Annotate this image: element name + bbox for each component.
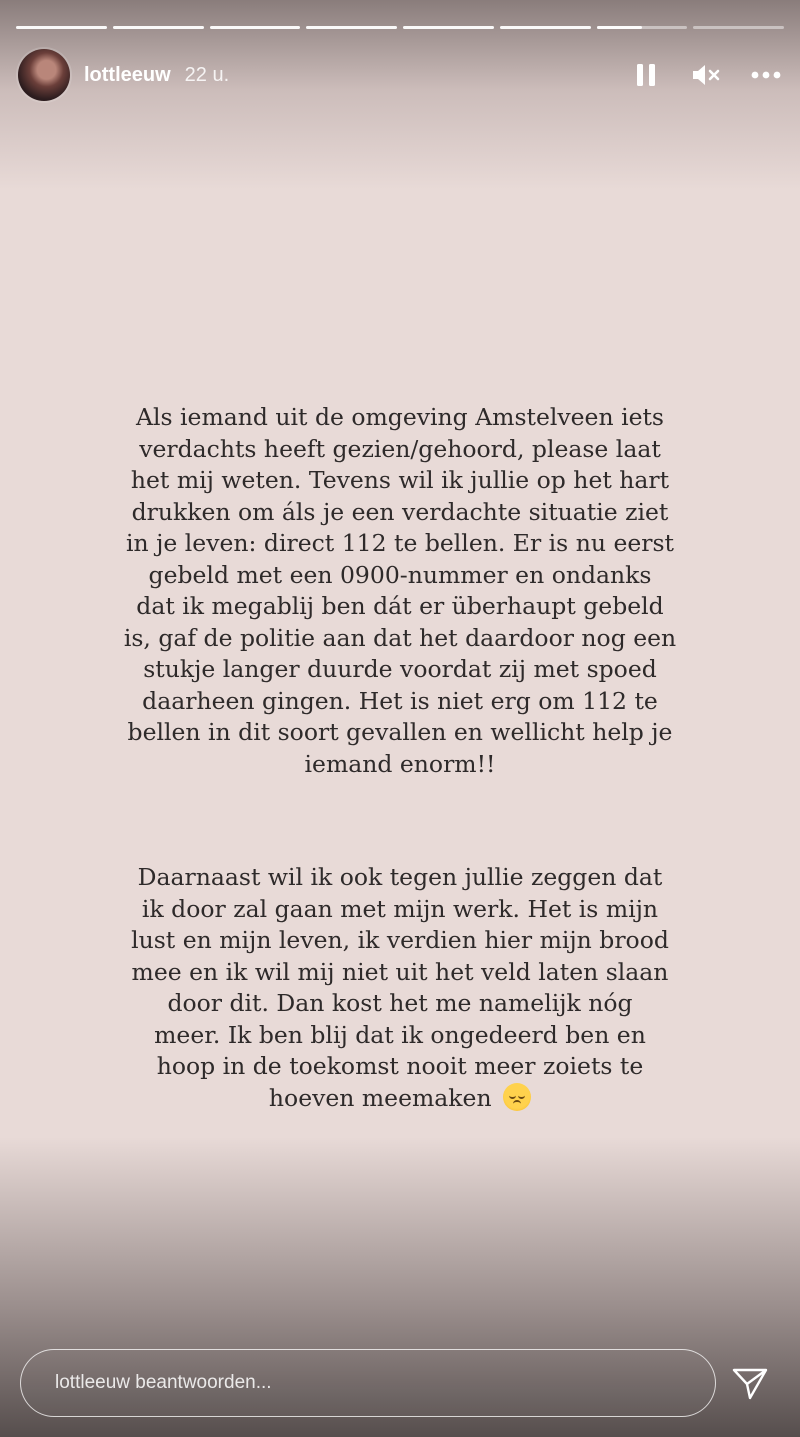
story-header <box>18 48 782 102</box>
reply-input[interactable] <box>53 1371 657 1395</box>
progress-segment <box>16 26 107 29</box>
text-line: Daarnaast wil ik ook tegen jullie zeggen dat <box>137 863 663 891</box>
username[interactable]: lottleeuw <box>84 63 171 86</box>
mute-button[interactable] <box>690 59 722 91</box>
reply-field-container[interactable] <box>20 1349 716 1417</box>
progress-segment <box>500 26 591 29</box>
avatar[interactable] <box>18 49 70 101</box>
send-button[interactable] <box>728 1362 772 1406</box>
text-line: drukken om áls je een verdachte situatie ziet <box>131 497 669 526</box>
pause-icon <box>635 62 657 88</box>
post-time: 22 u. <box>184 63 230 86</box>
text-line: iemand enorm!! <box>304 749 496 778</box>
pause-button[interactable] <box>630 59 662 91</box>
progress-segment <box>113 26 204 29</box>
text-line: dat ik megablij ben dát er überhaupt gebeld <box>136 592 664 620</box>
story-text-paragraph-1 <box>110 402 690 780</box>
more-horizontal-icon <box>751 71 781 79</box>
text-line: het mij weten. Tevens wil ik jullie op het hart <box>130 466 670 494</box>
text-line: lust en mijn leven, ik verdien hier mijn brood <box>131 926 669 954</box>
story-text-paragraph-2 <box>110 862 690 1114</box>
text-line: meer. Ik ben blij dat ik ongedeerd ben en <box>154 1020 646 1049</box>
progress-segment <box>403 26 494 29</box>
progress-fill <box>597 26 642 29</box>
progress-segment <box>210 26 301 29</box>
text-line: verdachts heeft gezien/gehoord, please laat <box>139 434 661 463</box>
text-line: door dit. Dan kost het me namelijk nóg <box>167 989 633 1017</box>
text-line: stukje langer duurde voordat zij met spoed <box>143 655 657 683</box>
text-line: is, gaf de politie aan dat het daardoor nog een <box>123 623 677 652</box>
send-icon <box>730 1364 770 1404</box>
text-line: gebeld met een 0900-nummer en ondanks <box>148 560 652 589</box>
text-line: in je leven: direct 112 te bellen. Er is nu eerst <box>126 529 674 557</box>
text-line: ik door zal gaan met mijn werk. Het is mijn <box>141 894 659 923</box>
more-options-button[interactable] <box>750 59 782 91</box>
story-controls <box>630 59 782 91</box>
story-progress-bar <box>16 26 784 30</box>
text-line: mee en ik wil mij niet uit het veld laten slaan <box>131 957 669 986</box>
text-line: Als iemand uit de omgeving Amstelveen iets <box>136 403 664 431</box>
text-line-last <box>110 1083 690 1115</box>
progress-segment <box>306 26 397 29</box>
text-line: hoop in de toekomst nooit meer zoiets te <box>156 1052 644 1080</box>
speaker-muted-icon <box>691 62 721 88</box>
progress-segment-current <box>597 26 688 29</box>
pensive-face-emoji <box>503 1083 531 1111</box>
text-line: bellen in dit soort gevallen en wellicht help je <box>127 718 673 746</box>
progress-segment <box>693 26 784 29</box>
text-line: hoeven meemaken <box>268 1083 492 1112</box>
text-line: daarheen gingen. Het is niet erg om 112 te <box>142 686 658 715</box>
